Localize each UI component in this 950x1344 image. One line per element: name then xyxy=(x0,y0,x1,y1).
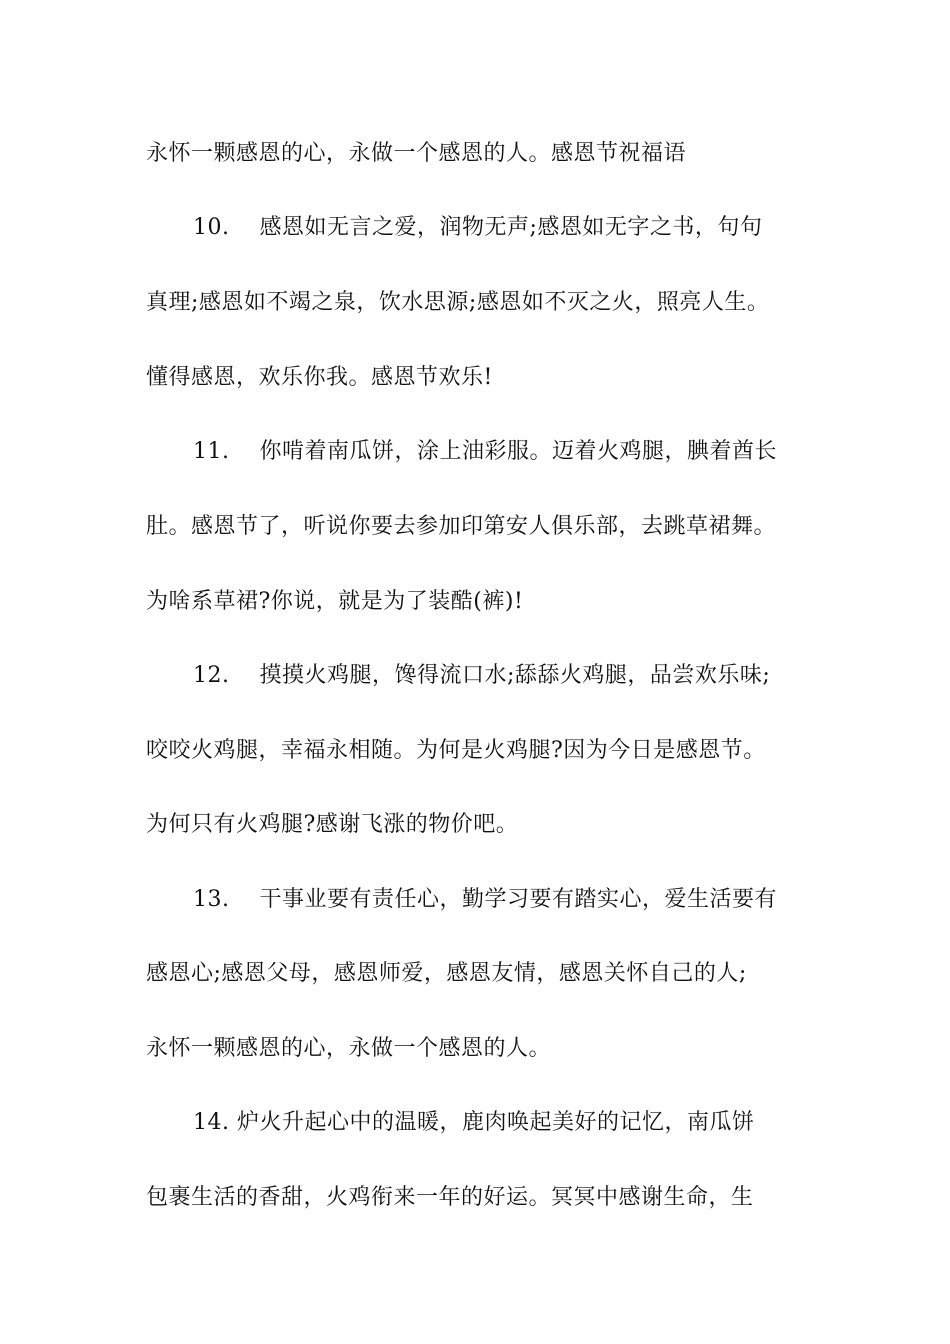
list-item-12-line-2: 咬咬火鸡腿，幸福永相随。为何是火鸡腿?因为今日是感恩节。 xyxy=(146,738,766,763)
list-item-12-line-1: 12. 摸摸火鸡腿，馋得流口水;舔舔火鸡腿，品尝欢乐味; xyxy=(193,663,771,688)
list-item-13-line-3: 永怀一颗感恩的心，永做一个感恩的人。 xyxy=(146,1036,552,1061)
list-item-12-line-3: 为何只有火鸡腿?感谢飞涨的物价吧。 xyxy=(146,812,519,837)
list-item-14-line-1: 14. 炉火升起心中的温暖，鹿肉唤起美好的记忆，南瓜饼 xyxy=(193,1110,755,1135)
text-line: 永怀一颗感恩的心，永做一个感恩的人。感恩节祝福语 xyxy=(146,141,687,166)
list-item-13-line-1: 13. 干事业要有责任心，勤学习要有踏实心，爱生活要有 xyxy=(193,887,777,912)
list-item-11-line-1: 11. 你啃着南瓜饼，涂上油彩服。迈着火鸡腿，腆着酋长 xyxy=(193,439,777,464)
list-item-14-line-2: 包裹生活的香甜，火鸡衔来一年的好运。冥冥中感谢生命，生 xyxy=(146,1185,754,1210)
list-item-11-line-2: 肚。感恩节了，听说你要去参加印第安人俱乐部，去跳草裙舞。 xyxy=(146,514,777,539)
list-item-13-line-2: 感恩心;感恩父母，感恩师爱，感恩友情，感恩关怀自己的人; xyxy=(146,961,747,986)
list-item-10-line-1: 10. 感恩如无言之爱，润物无声;感恩如无字之书，句句 xyxy=(193,215,763,240)
list-item-10-line-3: 懂得感恩，欢乐你我。感恩节欢乐! xyxy=(146,365,493,390)
list-item-10-line-2: 真理;感恩如不竭之泉，饮水思源;感恩如不灭之火，照亮人生。 xyxy=(146,290,770,315)
list-item-11-line-3: 为啥系草裙?你说，就是为了装酷(裤)! xyxy=(146,589,524,614)
